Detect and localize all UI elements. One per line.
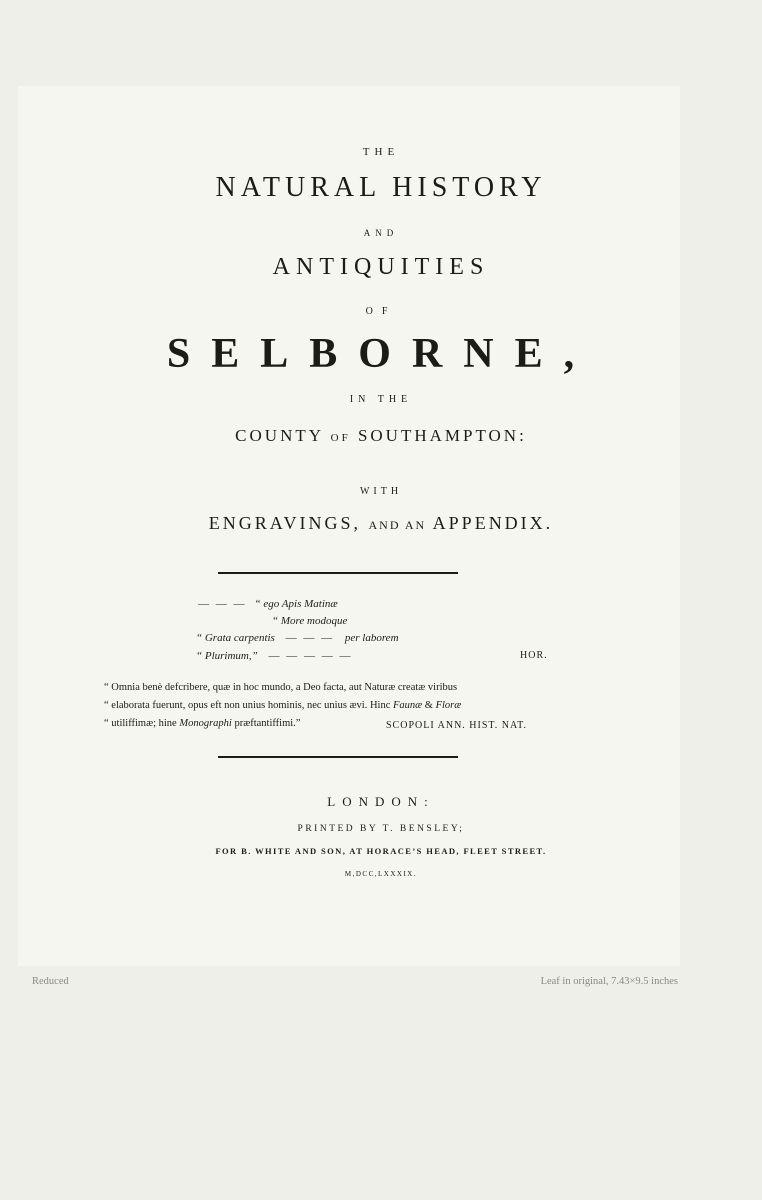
imprint-publisher: FOR B. WHITE AND SON, AT HORACE’S HEAD, FLEET STREET. bbox=[215, 846, 547, 856]
footer-reduced-label: Reduced bbox=[32, 976, 69, 987]
quote-text-2d: & bbox=[424, 700, 433, 711]
footer-leaf-size-label: Leaf in original, 7.43×9.5 inches bbox=[540, 976, 678, 987]
title-and: AND bbox=[363, 228, 399, 238]
title-the: THE bbox=[362, 146, 400, 158]
divider-rule-top bbox=[218, 572, 458, 574]
title-main: NATURAL HISTORY bbox=[215, 172, 547, 203]
title-with: WITH bbox=[359, 486, 403, 497]
epigraph-line-2: “ More modoque bbox=[272, 615, 348, 627]
imprint-city: LONDON: bbox=[327, 794, 435, 809]
appendix-word: APPENDIX. bbox=[432, 513, 554, 533]
imprint-date: M,DCC,LXXXIX. bbox=[344, 870, 418, 878]
county-word: COUNTY bbox=[235, 426, 324, 445]
epigraph-text-3a: “ Grata carpentis bbox=[196, 632, 275, 644]
engravings-word: ENGRAVINGS, bbox=[208, 513, 361, 533]
epigraph-text-4: “ Plurimum,” bbox=[196, 650, 258, 662]
epigraph-line-1 bbox=[198, 598, 338, 610]
quote-line-2 bbox=[104, 700, 461, 711]
quote-text-2c: Faunæ bbox=[393, 700, 423, 711]
epigraph-dash-1: — — — bbox=[198, 598, 247, 610]
quote-line-3 bbox=[104, 718, 300, 729]
title-engravings-line bbox=[0, 513, 762, 534]
epigraph-dash-4: — — — — — bbox=[268, 650, 353, 662]
quote-line-1: “ Omnia benè defcribere, quæ in hoc mundo, a Deo facta, aut Naturæ creatæ viribus bbox=[104, 682, 458, 693]
title-antiquities: ANTIQUITIES bbox=[272, 254, 490, 280]
title-selborne: SELBORNE, bbox=[166, 331, 596, 377]
county-southampton: SOUTHAMPTON: bbox=[357, 426, 527, 445]
title-in-the: IN THE bbox=[349, 394, 413, 405]
and-an-words: AND AN bbox=[368, 518, 427, 532]
epigraph-attribution: HOR. bbox=[520, 650, 548, 661]
divider-rule-bottom bbox=[218, 756, 458, 758]
title-of: OF bbox=[365, 306, 397, 317]
epigraph-line-3 bbox=[196, 632, 399, 644]
epigraph-line-4 bbox=[196, 650, 353, 662]
epigraph-text-3b: per laborem bbox=[344, 632, 399, 644]
epigraph-dash-3: — — — bbox=[285, 632, 335, 644]
quote-text-2a: “ elaborata fuerunt, opus eft non unius hominis, nec unius ævi. bbox=[104, 700, 368, 711]
quote-text-3c: præftantiffimi.” bbox=[234, 718, 301, 729]
county-of: OF bbox=[330, 432, 351, 444]
quote-text-3b: Monographi bbox=[179, 718, 232, 729]
imprint-printer: PRINTED BY T. BENSLEY; bbox=[297, 824, 465, 834]
epigraph-text-1: “ ego Apis Matinæ bbox=[254, 598, 338, 610]
quote-text-2e: Floræ bbox=[435, 700, 462, 711]
quote-text-2b: Hinc bbox=[369, 700, 391, 711]
title-county-line bbox=[0, 426, 762, 446]
quote-text-3a: “ utiliffimæ; hine bbox=[104, 718, 177, 729]
quote-attribution: SCOPOLI ANN. HIST. NAT. bbox=[386, 720, 527, 731]
